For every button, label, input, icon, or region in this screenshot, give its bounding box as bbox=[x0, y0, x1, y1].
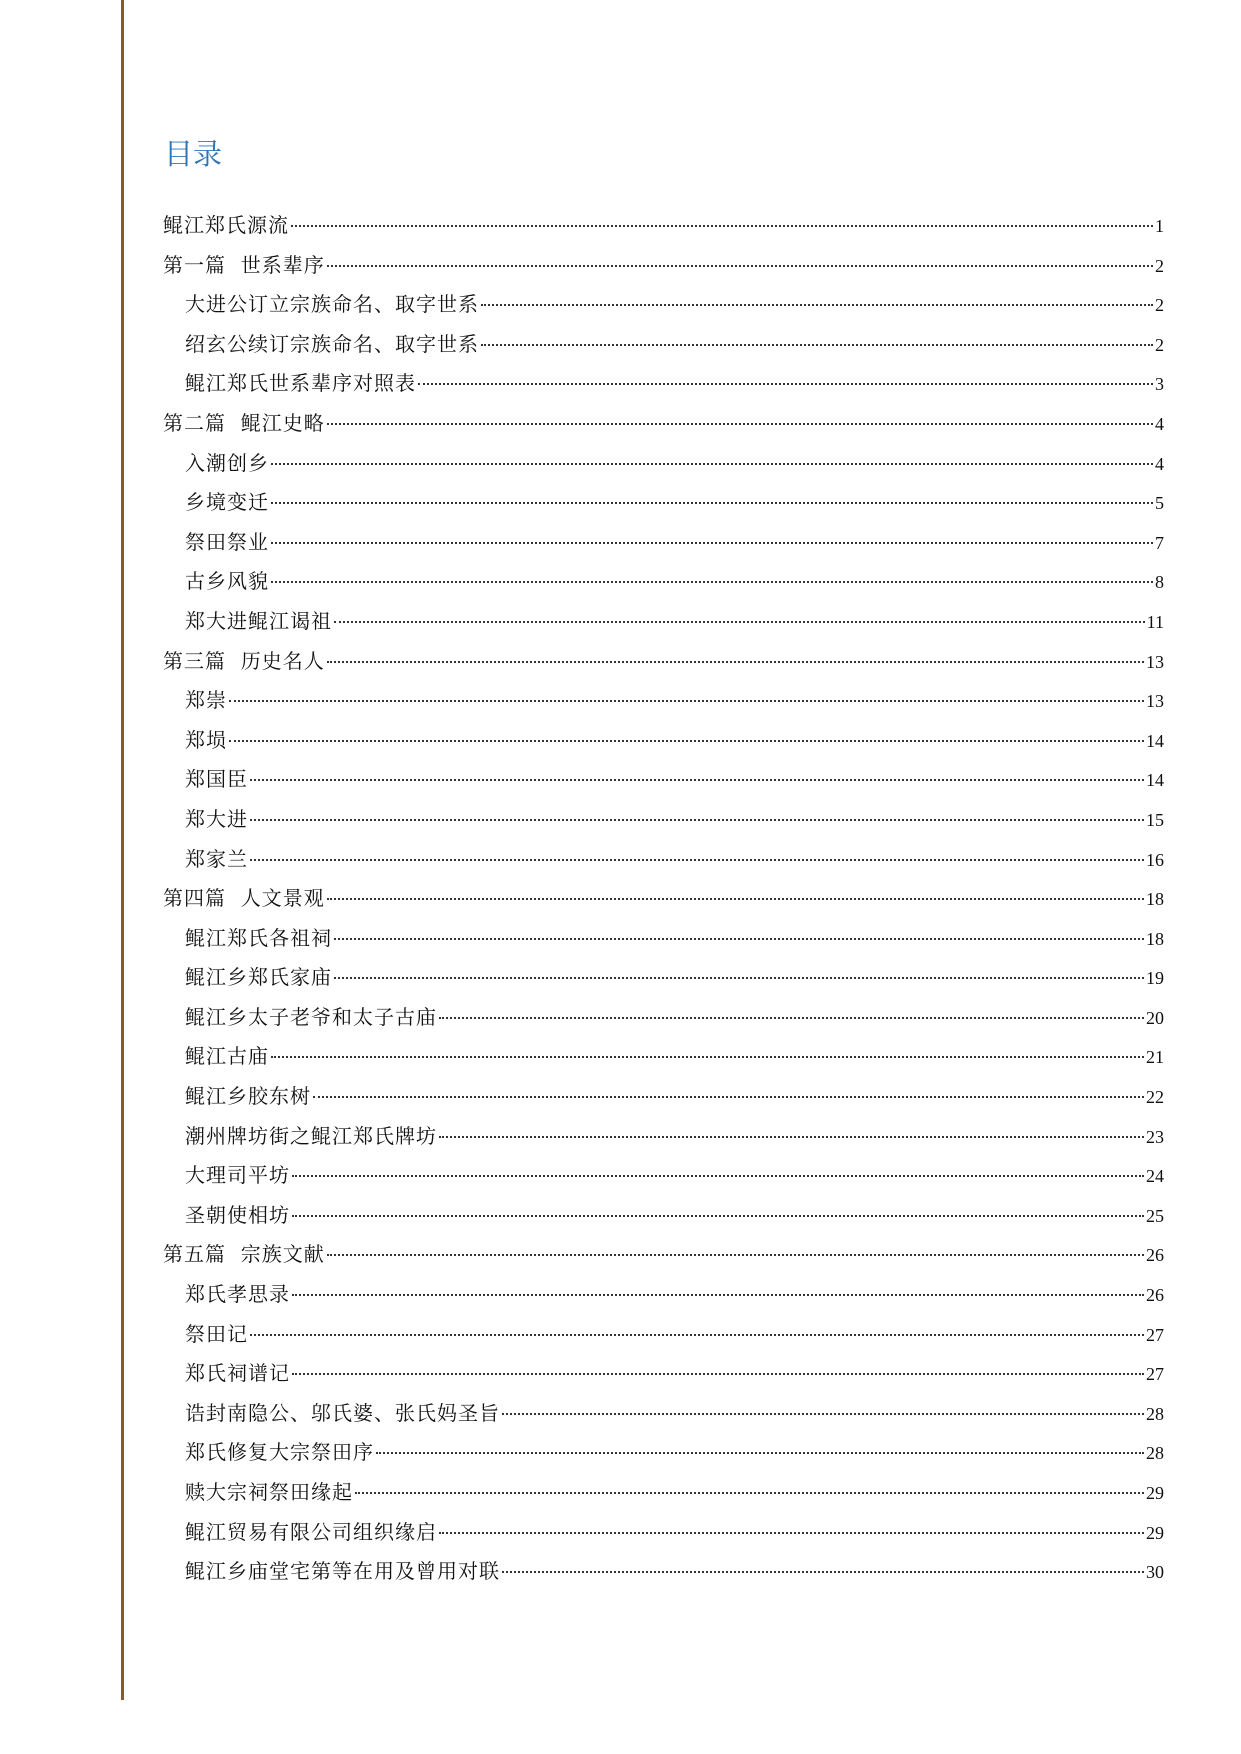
left-margin-rule bbox=[121, 0, 124, 1700]
toc-entry-title: 第四篇 人文景观 bbox=[163, 886, 325, 911]
toc-page-number: 8 bbox=[1155, 572, 1164, 593]
toc-dot-leader bbox=[439, 1532, 1144, 1534]
toc-page-number: 27 bbox=[1146, 1324, 1164, 1345]
toc-entry-title: 郑氏祠谱记 bbox=[185, 1361, 290, 1386]
toc-chapter-entry[interactable] bbox=[163, 246, 1164, 286]
toc-page-number: 3 bbox=[1155, 374, 1164, 395]
toc-list bbox=[163, 206, 1164, 1592]
toc-page-number: 18 bbox=[1146, 928, 1164, 949]
toc-section-entry[interactable] bbox=[163, 998, 1164, 1038]
toc-entry-title: 鲲江乡郑氏家庙 bbox=[185, 965, 332, 990]
toc-section-entry[interactable] bbox=[163, 1037, 1164, 1077]
toc-section-entry[interactable] bbox=[163, 760, 1164, 800]
toc-entry-title: 郑崇 bbox=[185, 688, 227, 713]
toc-section-entry[interactable] bbox=[163, 285, 1164, 325]
toc-dot-leader bbox=[327, 423, 1153, 425]
toc-entry-title: 郑埙 bbox=[185, 727, 227, 752]
toc-entry-title: 潮州牌坊街之鲲江郑氏牌坊 bbox=[185, 1123, 437, 1148]
toc-entry-title: 鲲江贸易有限公司组织缘启 bbox=[185, 1519, 437, 1544]
toc-page-number: 13 bbox=[1146, 651, 1164, 672]
toc-page-number: 5 bbox=[1155, 493, 1164, 514]
toc-dot-leader bbox=[334, 977, 1144, 979]
toc-page-number: 7 bbox=[1155, 532, 1164, 553]
toc-dot-leader bbox=[439, 1136, 1144, 1138]
toc-section-entry[interactable] bbox=[163, 1552, 1164, 1592]
toc-page-number: 26 bbox=[1146, 1245, 1164, 1266]
toc-entry-title: 圣朝使相坊 bbox=[185, 1202, 290, 1227]
toc-page-number: 24 bbox=[1146, 1166, 1164, 1187]
toc-dot-leader bbox=[334, 938, 1144, 940]
toc-dot-leader bbox=[327, 898, 1144, 900]
toc-entry-title: 鲲江乡太子老爷和太子古庙 bbox=[185, 1004, 437, 1029]
toc-page-number: 27 bbox=[1146, 1364, 1164, 1385]
toc-dot-leader bbox=[229, 740, 1144, 742]
toc-page-number: 25 bbox=[1146, 1205, 1164, 1226]
toc-dot-leader bbox=[481, 344, 1153, 346]
toc-section-entry[interactable] bbox=[163, 602, 1164, 642]
toc-page-number: 2 bbox=[1155, 295, 1164, 316]
toc-page-number: 29 bbox=[1146, 1483, 1164, 1503]
toc-dot-leader bbox=[250, 779, 1144, 781]
toc-entry-title: 鲲江乡庙堂宅第等在用及曾用对联 bbox=[185, 1559, 500, 1584]
toc-dot-leader bbox=[250, 859, 1144, 861]
toc-section-entry[interactable] bbox=[163, 523, 1164, 563]
toc-entry-title: 大理司平坊 bbox=[185, 1163, 290, 1188]
toc-entry-title: 祭田记 bbox=[185, 1321, 248, 1346]
toc-page-number: 4 bbox=[1155, 453, 1164, 474]
toc-section-entry[interactable] bbox=[163, 919, 1164, 959]
toc-entry-title: 鲲江郑氏各祖祠 bbox=[185, 925, 332, 950]
toc-page-number: 20 bbox=[1146, 1007, 1164, 1028]
toc-entry-title: 第五篇 宗族文献 bbox=[163, 1242, 325, 1267]
toc-section-entry[interactable] bbox=[163, 958, 1164, 998]
toc-page-number: 2 bbox=[1155, 255, 1164, 276]
toc-entry-title: 郑家兰 bbox=[185, 846, 248, 871]
toc-chapter-entry[interactable] bbox=[163, 1235, 1164, 1275]
toc-entry-title: 入潮创乡 bbox=[185, 450, 269, 475]
toc-section-entry[interactable] bbox=[163, 1394, 1164, 1434]
toc-section-entry[interactable] bbox=[163, 721, 1164, 761]
toc-section-entry[interactable] bbox=[163, 1196, 1164, 1236]
toc-entry-title: 郑氏修复大宗祭田序 bbox=[185, 1440, 374, 1465]
toc-dot-leader bbox=[250, 819, 1144, 821]
toc-section-entry[interactable] bbox=[163, 1117, 1164, 1157]
toc-section-entry[interactable] bbox=[163, 562, 1164, 602]
toc-dot-leader bbox=[271, 463, 1153, 465]
toc-dot-leader bbox=[292, 1373, 1144, 1375]
toc-page-number: 21 bbox=[1146, 1047, 1164, 1068]
toc-page-number: 26 bbox=[1146, 1285, 1164, 1306]
toc-dot-leader bbox=[418, 383, 1153, 385]
toc-page-number: 18 bbox=[1146, 889, 1164, 910]
toc-page-number: 14 bbox=[1146, 730, 1164, 751]
toc-dot-leader bbox=[327, 1254, 1144, 1256]
toc-dot-leader bbox=[292, 1175, 1144, 1177]
toc-dot-leader bbox=[313, 1096, 1144, 1098]
toc-section-entry[interactable] bbox=[163, 840, 1164, 880]
toc-section-entry[interactable] bbox=[163, 1156, 1164, 1196]
toc-entry-title: 绍玄公续订宗族命名、取字世系 bbox=[185, 331, 479, 356]
toc-page-number: 11 bbox=[1146, 611, 1164, 632]
toc-page-number: 15 bbox=[1146, 809, 1164, 830]
toc-section-entry[interactable] bbox=[163, 1275, 1164, 1315]
toc-dot-leader bbox=[271, 502, 1153, 504]
toc-entry-title: 祭田祭业 bbox=[185, 529, 269, 554]
toc-section-entry[interactable] bbox=[163, 1354, 1164, 1394]
toc-page-number: 19 bbox=[1146, 968, 1164, 989]
toc-dot-leader bbox=[502, 1571, 1144, 1573]
toc-entry-title: 鲲江郑氏源流 bbox=[163, 213, 289, 237]
toc-dot-leader bbox=[439, 1017, 1144, 1019]
toc-section-entry[interactable] bbox=[163, 800, 1164, 840]
toc-dot-leader bbox=[271, 542, 1153, 544]
toc-page-number: 28 bbox=[1146, 1403, 1164, 1424]
toc-page-number: 1 bbox=[1155, 216, 1164, 236]
toc-entry-title: 乡境变迁 bbox=[185, 490, 269, 515]
toc-heading: 目录 bbox=[164, 137, 223, 171]
toc-entry-title: 诰封南隐公、邬氏婆、张氏妈圣旨 bbox=[185, 1400, 500, 1425]
toc-section-entry[interactable] bbox=[163, 444, 1164, 484]
toc-page-number: 28 bbox=[1146, 1443, 1164, 1464]
toc-section-entry[interactable] bbox=[163, 1433, 1164, 1473]
toc-dot-leader bbox=[271, 581, 1153, 583]
toc-entry-title: 郑国臣 bbox=[185, 767, 248, 792]
toc-section-entry[interactable] bbox=[163, 1315, 1164, 1355]
toc-section-entry[interactable] bbox=[163, 325, 1164, 365]
toc-dot-leader bbox=[355, 1492, 1144, 1494]
toc-entry-title: 郑氏孝思录 bbox=[185, 1282, 290, 1307]
toc-dot-leader bbox=[481, 304, 1153, 306]
toc-entry-title: 鲲江乡胶东树 bbox=[185, 1084, 311, 1109]
toc-page-number: 14 bbox=[1146, 770, 1164, 791]
toc-section-entry[interactable] bbox=[163, 1077, 1164, 1117]
toc-entry-title: 大进公订立宗族命名、取字世系 bbox=[185, 292, 479, 317]
toc-page-number: 29 bbox=[1146, 1522, 1164, 1543]
toc-dot-leader bbox=[376, 1452, 1144, 1454]
toc-dot-leader bbox=[271, 1056, 1144, 1058]
toc-entry-title: 第三篇 历史名人 bbox=[163, 648, 325, 673]
toc-entry-title: 鲲江古庙 bbox=[185, 1044, 269, 1069]
toc-page-number: 30 bbox=[1146, 1562, 1164, 1583]
toc-page-number: 2 bbox=[1155, 334, 1164, 355]
toc-section-entry[interactable] bbox=[163, 1473, 1164, 1513]
toc-entry-title: 鲲江郑氏世系辈序对照表 bbox=[185, 371, 416, 396]
toc-entry-title: 第一篇 世系辈序 bbox=[163, 252, 325, 277]
toc-section-entry[interactable] bbox=[163, 681, 1164, 721]
toc-page-number: 16 bbox=[1146, 849, 1164, 870]
toc-dot-leader bbox=[229, 700, 1144, 702]
toc-entry-title: 郑大进 bbox=[185, 806, 248, 831]
toc-dot-leader bbox=[292, 1294, 1144, 1296]
toc-chapter-entry[interactable] bbox=[163, 879, 1164, 919]
toc-entry-title: 赎大宗祠祭田缘起 bbox=[185, 1480, 353, 1504]
toc-section-entry[interactable] bbox=[163, 1513, 1164, 1553]
toc-dot-leader bbox=[292, 1215, 1144, 1217]
toc-dot-leader bbox=[291, 225, 1153, 227]
toc-chapter-entry[interactable] bbox=[163, 404, 1164, 444]
toc-section-entry[interactable] bbox=[163, 364, 1164, 404]
toc-dot-leader bbox=[250, 1334, 1144, 1336]
toc-page-number: 4 bbox=[1155, 413, 1164, 434]
toc-entry-title: 郑大进鲲江谒祖 bbox=[185, 608, 332, 633]
toc-entry-title: 第二篇 鲲江史略 bbox=[163, 410, 325, 435]
toc-dot-leader bbox=[327, 265, 1153, 267]
toc-section-entry[interactable] bbox=[163, 483, 1164, 523]
toc-page-number: 22 bbox=[1146, 1087, 1164, 1108]
toc-chapter-entry[interactable] bbox=[163, 642, 1164, 682]
toc-dot-leader bbox=[334, 621, 1145, 623]
toc-chapter-entry[interactable] bbox=[163, 206, 1164, 246]
toc-entry-title: 古乡风貌 bbox=[185, 569, 269, 594]
toc-dot-leader bbox=[327, 661, 1144, 663]
toc-dot-leader bbox=[502, 1413, 1144, 1415]
toc-page-number: 23 bbox=[1146, 1126, 1164, 1147]
toc-page-number: 13 bbox=[1146, 691, 1164, 712]
